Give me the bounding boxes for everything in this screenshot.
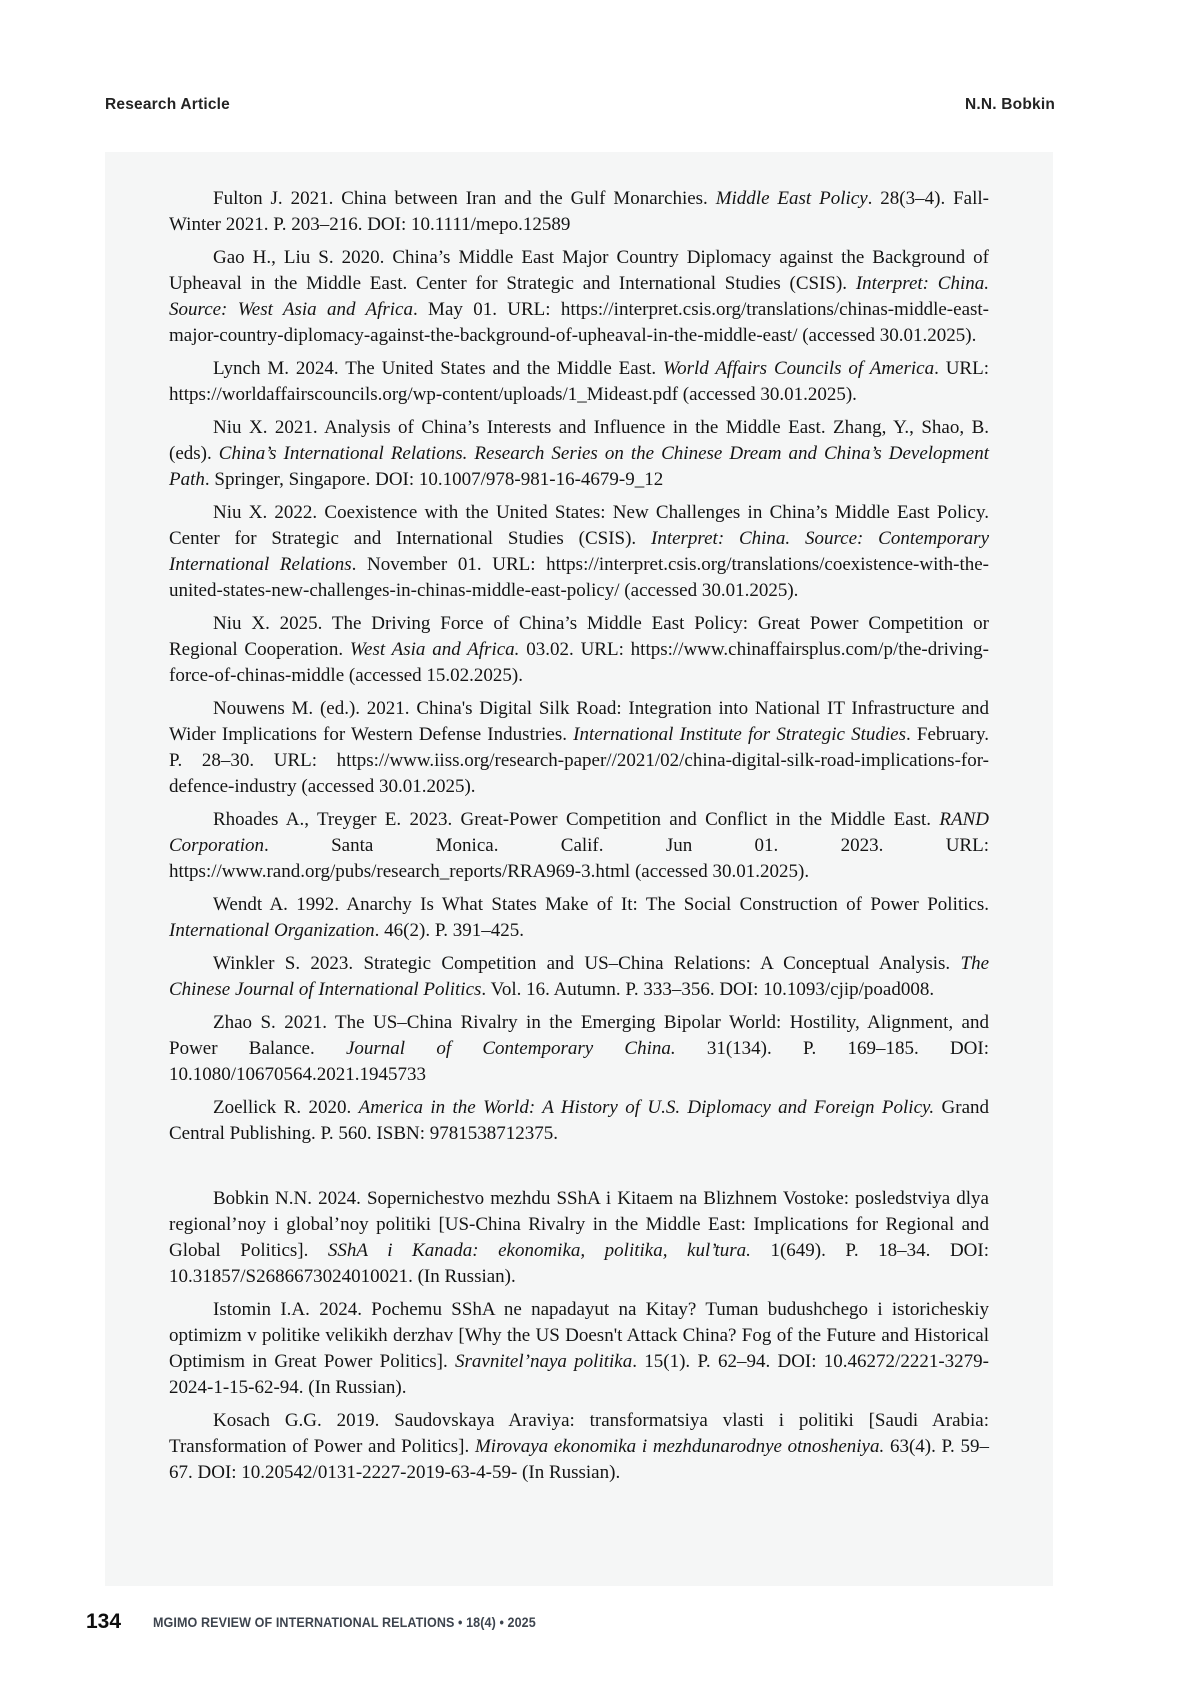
author-name: N.N. Bobkin xyxy=(964,96,1055,113)
reference-text: Bobkin N.N. 2024. Sopernichestvo mezhdu SShA i Kitaem na Blizhnem Vostoke: posledstviya dlya regional’noy i global’noy politiki [US-China Rivalry in the Middle East: Implications for Regional and Global Politics]. xyxy=(169,1188,989,1261)
reference-item xyxy=(169,245,989,349)
reference-text: . May 01. URL: https://interpret.csis.org/translations/chinas-middle-east-major-country-diplomacy-against-the-background-of-upheaval-in-the-middle-east/ (accessed 30.01.2025). xyxy=(169,299,989,346)
page-header xyxy=(105,96,1055,114)
reference-text: Fulton J. 2021. China between Iran and the Gulf Monarchies. xyxy=(213,188,716,209)
article-type-label: Research Article xyxy=(105,96,230,113)
reference-source-title: Middle East Policy xyxy=(715,188,868,209)
section-gap xyxy=(169,1154,989,1186)
reference-text: Niu X. 2021. Analysis of China’s Interests and Influence in the Middle East. Zhang, Y., Shao, B. (eds). xyxy=(169,417,989,464)
reference-item xyxy=(169,696,989,800)
reference-item xyxy=(169,356,989,408)
reference-text: 03.02. URL: https://www.chinaffairsplus.com/p/the-driving-force-of-chinas-middle (accessed 15.02.2025). xyxy=(169,639,989,686)
reference-text: . February. P. 28–30. URL: https://www.iiss.org/research-paper//2021/02/china-digital-silk-road-implications-for-defence-industry (accessed 30.01.2025). xyxy=(169,724,989,797)
reference-item xyxy=(169,611,989,689)
reference-item xyxy=(169,1297,989,1401)
references-international-list xyxy=(169,186,989,1147)
reference-text: . Santa Monica. Calif. Jun 01. 2023. URL: https://www.rand.org/pubs/research_reports/RRA969-3.html (accessed 30.01.2025). xyxy=(169,835,989,882)
reference-item xyxy=(169,1408,989,1486)
reference-text: . Vol. 16. Autumn. P. 333–356. DOI: 10.1093/cjip/poad008. xyxy=(481,979,935,1000)
reference-source-title: World Affairs Councils of America xyxy=(663,358,935,379)
reference-text: Zoellick R. 2020. xyxy=(213,1097,359,1118)
reference-item xyxy=(169,892,989,944)
reference-source-title: International Institute for Strategic Studies xyxy=(573,724,906,745)
reference-text: Rhoades A., Treyger E. 2023. Great-Power Competition and Conflict in the Middle East. xyxy=(213,809,940,830)
reference-text: 31(134). P. 169–185. DOI: 10.1080/10670564.2021.1945733 xyxy=(169,1038,989,1085)
reference-source-title: Sravnitel’naya politika xyxy=(455,1351,633,1372)
reference-text: Nouwens M. (ed.). 2021. China's Digital Silk Road: Integration into National IT Infrastructure and Wider Implications for Western Defense Industries. xyxy=(169,698,989,745)
reference-text: 63(4). P. 59–67. DOI: 10.20542/0131-2227-2019-63-4-59- (In Russian). xyxy=(169,1436,989,1483)
reference-text: Niu X. 2022. Coexistence with the United States: New Challenges in China’s Middle East Policy. Center for Strategic and International Studies (CSIS). xyxy=(169,502,989,549)
reference-item xyxy=(169,1095,989,1147)
page-number: 134 xyxy=(86,1610,122,1633)
reference-source-title: Interpret: China. Source: West Asia and Africa xyxy=(169,273,989,320)
reference-text: . November 01. URL: https://interpret.csis.org/translations/coexistence-with-the-united-states-new-challenges-in-chinas-middle-east-policy/ (accessed 30.01.2025). xyxy=(169,554,989,601)
reference-source-title: Journal of Contemporary China. xyxy=(345,1038,676,1059)
reference-text: Istomin I.A. 2024. Pochemu SShA ne napadayut na Kitay? Tuman budushchego i istoricheskiy optimizm v politike velikikh derzhav [Why the US Doesn't Attack China? Fog of the Future and Historical Optimism in Great Power Politics]. xyxy=(169,1299,989,1372)
reference-source-title: RAND Corporation xyxy=(169,809,989,856)
references-russian-list xyxy=(169,1186,989,1486)
reference-source-title: SShA i Kanada: ekonomika, politika, kul’tura. xyxy=(327,1240,751,1261)
reference-source-title: China’s International Relations. Research Series on the Chinese Dream and China’s Development Path xyxy=(169,443,989,490)
reference-text: . 46(2). P. 391–425. xyxy=(374,920,525,941)
reference-text: . 28(3–4). Fall-Winter 2021. P. 203–216. DOI: 10.1111/mepo.12589 xyxy=(169,188,989,235)
reference-text: Lynch M. 2024. The United States and the Middle East. xyxy=(213,358,664,379)
reference-item xyxy=(169,415,989,493)
reference-text: Wendt A. 1992. Anarchy Is What States Make of It: The Social Construction of Power Politics. xyxy=(213,894,989,915)
reference-item xyxy=(169,807,989,885)
reference-text: Winkler S. 2023. Strategic Competition and US–China Relations: A Conceptual Analysis. xyxy=(213,953,961,974)
reference-source-title: Interpret: China. Source: Contemporary International Relations xyxy=(169,528,990,575)
reference-item xyxy=(169,186,989,238)
reference-text: Niu X. 2025. The Driving Force of China’s Middle East Policy: Great Power Competition or Regional Cooperation. xyxy=(169,613,989,660)
reference-text: Zhao S. 2021. The US–China Rivalry in the Emerging Bipolar World: Hostility, Alignment, and Power Balance. xyxy=(169,1012,989,1059)
reference-text: . Springer, Singapore. DOI: 10.1007/978-981-16-4679-9_12 xyxy=(204,469,664,490)
references-panel xyxy=(105,152,1053,1586)
reference-source-title: International Organization xyxy=(169,920,375,941)
reference-source-title: West Asia and Africa. xyxy=(349,639,520,660)
reference-item xyxy=(169,1010,989,1088)
reference-source-title: Mirovaya ekonomika i mezhdunarodnye otnosheniya. xyxy=(474,1436,885,1457)
reference-text: Gao H., Liu S. 2020. China’s Middle East Major Country Diplomacy against the Background of Upheaval in the Middle East. Center for Strategic and International Studies (CSIS). xyxy=(169,247,989,294)
reference-source-title: The Chinese Journal of International Politics xyxy=(169,953,989,1000)
reference-text: Kosach G.G. 2019. Saudovskaya Araviya: transformatsiya vlasti i politiki [Saudi Arabia: Transformation of Power and Politics]. xyxy=(169,1410,989,1457)
reference-item xyxy=(169,500,989,604)
reference-text: Grand Central Publishing. P. 560. ISBN: 9781538712375. xyxy=(169,1097,990,1144)
journal-footer-line: MGIMO REVIEW OF INTERNATIONAL RELATIONS • 18(4) • 2025 xyxy=(153,1614,536,1630)
reference-text: . URL: https://worldaffairscouncils.org/wp-content/uploads/1_Mideast.pdf (accessed 30.01.2025). xyxy=(169,358,989,405)
reference-item xyxy=(169,951,989,1003)
reference-item xyxy=(169,1186,989,1290)
reference-text: 1(649). P. 18–34. DOI: 10.31857/S2686673024010021. (In Russian). xyxy=(169,1240,989,1287)
reference-source-title: America in the World: A History of U.S. Diplomacy and Foreign Policy. xyxy=(358,1097,935,1118)
page-footer xyxy=(86,1610,565,1634)
reference-text: . 15(1). P. 62–94. DOI: 10.46272/2221-3279-2024-1-15-62-94. (In Russian). xyxy=(169,1351,989,1398)
